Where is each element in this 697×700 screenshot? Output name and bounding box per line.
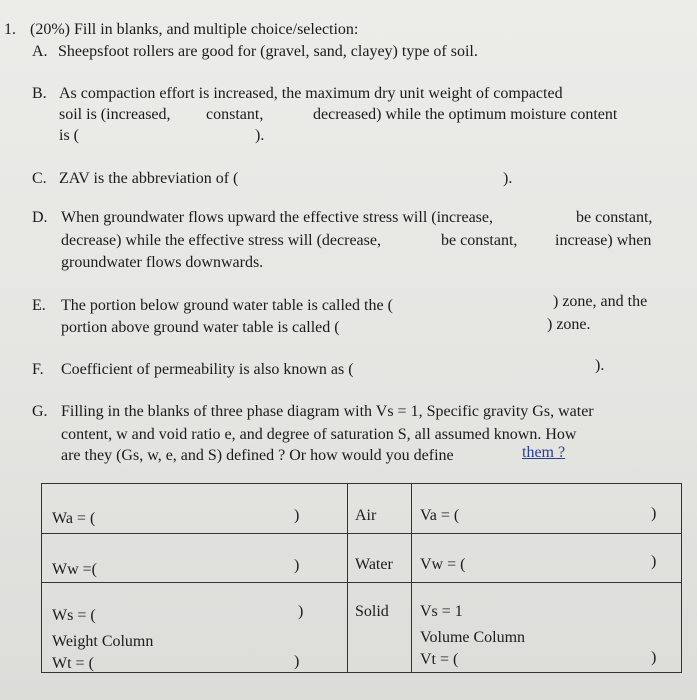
volume-water-label: Vw = (: [420, 556, 466, 573]
weight-column-title: Weight Column: [52, 633, 154, 650]
table-row-line-2: [42, 582, 681, 583]
item-g-line2: content, w and void ratio e, and degree of saturation S, all assumed known. How: [61, 426, 577, 443]
item-b-line2-constant: constant,: [206, 106, 264, 123]
question-header: (20%) Fill in blanks, and multiple choice/selection:: [30, 21, 359, 38]
item-d-line2-constant: be constant,: [441, 232, 518, 249]
item-b-line3-close: ).: [255, 127, 265, 144]
item-b-line3-open: is (: [59, 127, 79, 144]
item-e-line1: The portion below ground water table is called the (: [61, 297, 393, 314]
item-b-letter: B.: [32, 85, 47, 102]
item-c-close: ).: [503, 170, 513, 187]
table-divider-1: [347, 484, 348, 672]
item-f-close: ).: [595, 357, 605, 374]
item-f-letter: F.: [32, 361, 44, 378]
table-row-line-1: [42, 533, 681, 534]
item-d-line1-constant: be constant,: [576, 209, 653, 226]
volume-air-label: Va = (: [420, 507, 460, 524]
volume-total-close: ): [651, 649, 657, 666]
weight-air-close: ): [294, 507, 300, 524]
item-g-line3: are they (Gs, w, e, and S) defined ? Or how would you define: [61, 447, 454, 464]
item-g-letter: G.: [32, 403, 48, 420]
item-e-line2: portion above ground water table is called (: [61, 319, 340, 336]
item-d-letter: D.: [32, 209, 48, 226]
phase-solid: Solid: [355, 603, 389, 620]
phase-air: Air: [355, 507, 377, 524]
item-f-text: Coefficient of permeability is also known as (: [61, 361, 354, 378]
item-b-line2-decreased: decreased) while the optimum moisture content: [313, 106, 618, 123]
item-d-line2-increase: increase) when: [555, 232, 652, 249]
item-c-letter: C.: [32, 170, 47, 187]
weight-water-label: Ww =(: [52, 561, 98, 578]
item-d-line3: groundwater flows downwards.: [61, 254, 264, 271]
item-b-line2-increased: soil is (increased,: [59, 106, 171, 123]
item-c-text: ZAV is the abbreviation of (: [59, 170, 239, 187]
volume-solid-label: Vs = 1: [420, 603, 463, 620]
item-b-line1: As compaction effort is increased, the maximum dry unit weight of compacted: [59, 85, 563, 102]
item-d-line2: decrease) while the effective stress will (decrease,: [61, 232, 381, 249]
item-e-letter: E.: [32, 297, 46, 314]
weight-air-label: Wa = (: [52, 510, 96, 527]
item-d-line1: When groundwater flows upward the effective stress will (increase,: [61, 209, 493, 226]
volume-column-title: Volume Column: [420, 629, 526, 646]
phase-water: Water: [355, 556, 393, 573]
volume-water-close: ): [651, 553, 657, 570]
item-g-them: them ?: [522, 444, 566, 461]
weight-water-close: ): [294, 557, 300, 574]
table-divider-2: [411, 484, 412, 672]
item-a-letter: A.: [32, 43, 48, 60]
volume-air-close: ): [651, 505, 657, 522]
item-g-line1: Filling in the blanks of three phase diagram with Vs = 1, Specific gravity Gs, water: [61, 403, 594, 420]
item-e-line2-end: ) zone.: [547, 316, 591, 333]
weight-solid-close: ): [298, 603, 304, 620]
item-a-text: Sheepsfoot rollers are good for (gravel, sand, clayey) type of soil.: [58, 43, 478, 60]
weight-solid-label: Ws = (: [52, 607, 96, 624]
question-number: 1.: [4, 21, 16, 38]
volume-total-label: Vt = (: [420, 651, 459, 668]
item-e-line1-end: ) zone, and the: [553, 293, 648, 310]
weight-total-close: ): [294, 653, 300, 670]
weight-total-label: Wt = (: [52, 655, 94, 672]
